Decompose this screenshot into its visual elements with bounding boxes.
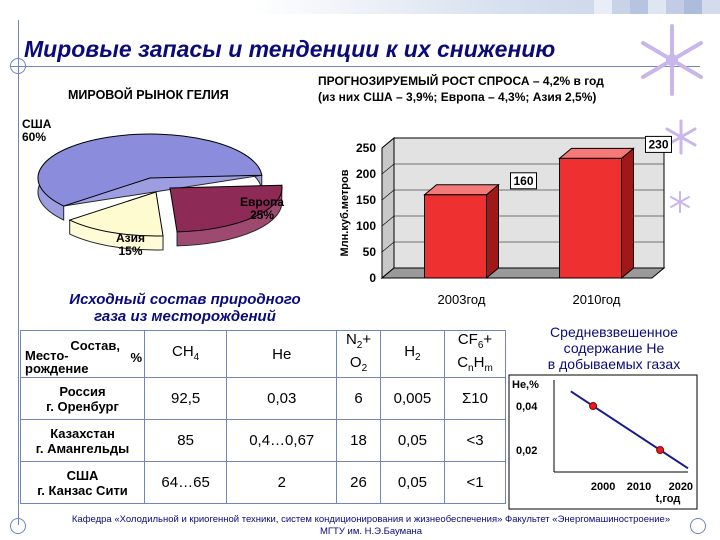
cell-cf: <1 — [445, 462, 506, 504]
cell-ch4: 92,5 — [145, 378, 227, 420]
he-xtick-label: 2020 — [668, 481, 694, 493]
decor-vertical-line — [18, 20, 19, 525]
bar-ytick-label: 250 — [355, 141, 376, 155]
bar-chart — [334, 112, 669, 308]
top-decor-blocks — [594, 0, 720, 14]
page-title: Мировые запасы и тенденции к их снижению — [24, 36, 556, 62]
table-row — [21, 462, 506, 504]
he-xtick-label: 2010 — [626, 481, 652, 493]
header-ch4: $CH_4$ — [145, 331, 227, 378]
bar-heading-line2: (из них США – 3,9%; Европа – 4,3%; Азия 2,5%) — [318, 90, 597, 104]
bar-category-label-1: 2010год — [572, 292, 621, 307]
snowflake-icon-large — [632, 20, 712, 100]
he-xtick-label: 2000 — [590, 481, 616, 493]
decor-horizontal-line — [10, 66, 700, 67]
cell-he: 2 — [227, 462, 337, 504]
bar-1 — [560, 158, 622, 278]
he-point-1 — [657, 447, 664, 454]
gas-composition-table — [20, 330, 506, 504]
pie-label-usa: США 60% — [22, 117, 52, 144]
bar-0 — [425, 195, 487, 278]
bar-top-1 — [560, 148, 634, 158]
decor-ring-bottom — [10, 518, 26, 534]
footer: Кафедра «Холодильной и криогенной техники, систем кондиционирования и жизнеобеспечения» Факультет «Энергомашиностроение» МГТУ им. Н.Э.Баумана — [71, 514, 671, 537]
cell-he: 0,03 — [227, 378, 337, 420]
cell-ch4: 64…65 — [145, 462, 227, 504]
bar-heading — [318, 73, 604, 105]
table-row — [21, 420, 506, 462]
he-chart-title: Средневзвешенное содержание He в добываемых газах — [547, 324, 681, 372]
he-xlabel: t,год — [655, 493, 681, 505]
bar-ytick-label: 100 — [355, 219, 376, 233]
he-point-0 — [590, 403, 597, 410]
bar-side-1 — [622, 148, 634, 278]
cell-n2o2: 26 — [337, 462, 381, 504]
bar-category-label-0: 2003год — [437, 292, 486, 307]
cell-h2: 0,005 — [380, 378, 444, 420]
cell-h2: 0,05 — [380, 420, 444, 462]
cell-cf: <3 — [445, 420, 506, 462]
table-row — [21, 378, 506, 420]
gas-table-title: Исходный состав природного газа из месторождений — [69, 291, 301, 325]
snowflake-icon-small — [668, 190, 692, 214]
pie-label-europe: Европа 25% — [240, 195, 284, 222]
bar-value-label-1: 230 — [648, 137, 669, 152]
cell-n2o2: 18 — [337, 420, 381, 462]
bar-top-0 — [425, 185, 499, 195]
pie-slices — [38, 134, 282, 250]
he-line-chart — [508, 374, 698, 510]
header-n2-o2: $N_2+$ $O_2$ — [337, 331, 381, 378]
cell-n2o2: 6 — [337, 378, 381, 420]
header-h2: $H_2$ — [380, 331, 444, 378]
table-corner-cell: Состав, % Место- рождение — [21, 331, 145, 378]
bar-ytick-label: 0 — [369, 271, 376, 285]
cell-cf: Σ10 — [445, 378, 506, 420]
bar-ylabel: Млн.куб.метров — [339, 169, 351, 257]
bar-ytick-label: 200 — [355, 167, 376, 181]
bar-value-label-0: 160 — [513, 173, 534, 188]
bar-ytick-label: 150 — [355, 193, 376, 207]
row-place: Казахстан г. Амангельды — [21, 420, 145, 462]
bar-side-0 — [487, 185, 499, 278]
top-decor-bar — [0, 0, 720, 14]
cell-h2: 0,05 — [380, 462, 444, 504]
row-place: Россия г. Оренбург — [21, 378, 145, 420]
cell-he: 0,4…0,67 — [227, 420, 337, 462]
pie-label-asia: Азия 15% — [116, 231, 146, 258]
he-ylabel: He,% — [512, 379, 539, 391]
table-header-row — [21, 331, 506, 378]
he-ytick-label: 0,02 — [516, 445, 538, 457]
bar-wall-left — [382, 138, 394, 278]
bar-ytick-label: 50 — [362, 245, 376, 259]
bar-heading-line1: ПРОГНОЗИРУЕМЫЙ РОСТ СПРОСА – 4,2% в год — [318, 74, 604, 88]
pie-heading: МИРОВОЙ РЫНОК ГЕЛИЯ — [68, 88, 229, 102]
cell-ch4: 85 — [145, 420, 227, 462]
row-place: США г. Канзас Сити — [21, 462, 145, 504]
he-ytick-label: 0,04 — [516, 401, 538, 413]
header-he: He — [227, 331, 337, 378]
header-cf6-cnhm: $CF_6+$ $C_nH_m$ — [445, 331, 506, 378]
